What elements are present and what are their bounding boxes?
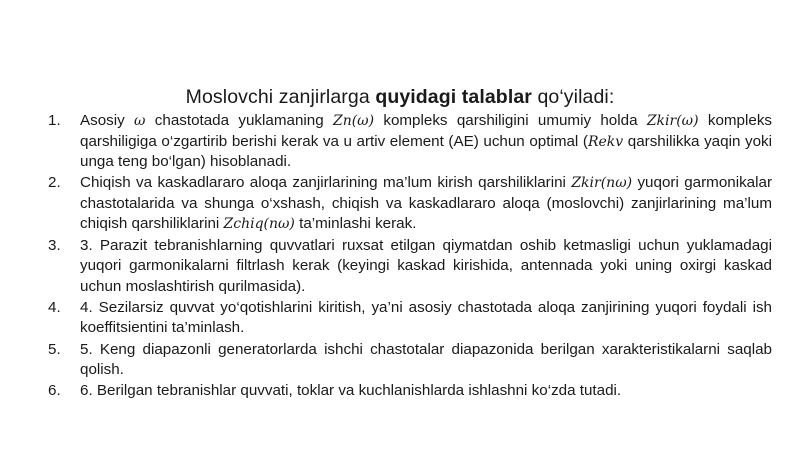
math-zkir: Zkir(ω) [646,113,699,129]
list-item-3 [48,236,772,298]
list-item-4 [48,298,772,339]
slide-title [0,86,800,108]
list-number: 6. [48,382,61,400]
list-number: 1. [48,112,61,129]
math-zkir-n: Zkir(nω) [571,175,633,192]
math-zn: Zn(ω) [332,113,375,129]
text-fragment: Asosiy [80,112,135,129]
math-omega: ω [134,113,146,129]
text-fragment: chastotada yuklamaning [145,112,333,129]
list-item-text [80,173,772,235]
math-rekv: Rekv [587,133,624,150]
text-fragment: qarshilikka yaqin yoki unga teng bo‘lgan) hisoblanadi. [80,132,772,171]
text-fragment: Chiqish va kaskadlararo aloqa zanjirlarining ma’lum kirish qarshiliklarini [80,174,572,192]
list-item-text [80,111,772,173]
text-fragment: ta’minlashi kerak. [294,215,417,233]
text-fragment: kompleks qarshiligini umumiy holda [374,112,647,129]
list-number: 5. [48,340,61,358]
title-text-end: qo‘yiladi: [531,86,615,108]
list-item-6 [48,381,772,402]
list-number: 4. [48,298,61,316]
text-fragment: kompleks qarshiligiga o‘zgartirib berishi kerak va u artiv element (AE) uchun optimal ( [80,112,773,150]
math-zchiq-n: Zchiq(nω) [223,216,295,233]
list-item-1 [48,111,772,173]
list-item-5 [48,340,772,381]
list-item-text: 5. Keng diapazonli generatorlarda ishchi chastotalar diapazonida berilgan xarakteristikalarni saqlab qolish. [80,340,772,379]
text-fragment: yuqori garmonikalar chastotalarida va shunga o‘xshash, chiqish va kaskadlararo aloqa (moslovchi) zanjirlarining ma’lum chiqish qarshiliklarini [80,174,773,233]
list-number: 3. [48,236,61,254]
list-number: 2. [48,174,61,192]
list-item-text: 6. Berilgan tebranishlar quvvati, toklar va kuchlanishlarda ishlashni ko‘zda tutadi. [80,382,622,400]
title-text-start: Moslovchi zanjirlarga [185,86,376,108]
requirements-list [48,111,772,402]
list-item-2 [48,173,772,235]
list-item-text: 3. Parazit tebranishlarning quvvatlari ruxsat etilgan qiymatdan oshib ketmasligi uchun yuklamadagi yuqori garmonikalarni filtrlash kerak (keyingi kaskad kirishida, antennada yoki uning oxirgi kaskad uchun moslashtirish qurilmasida). [80,236,772,295]
title-text-bold: quyidagi talablar [375,86,532,108]
list-item-text: 4. Sezilarsiz quvvat yo‘qotishlarini kiritish, ya’ni asosiy chastotada aloqa zanjirining yuqori foydali ish koeffitsientini ta’minlash. [80,298,772,337]
